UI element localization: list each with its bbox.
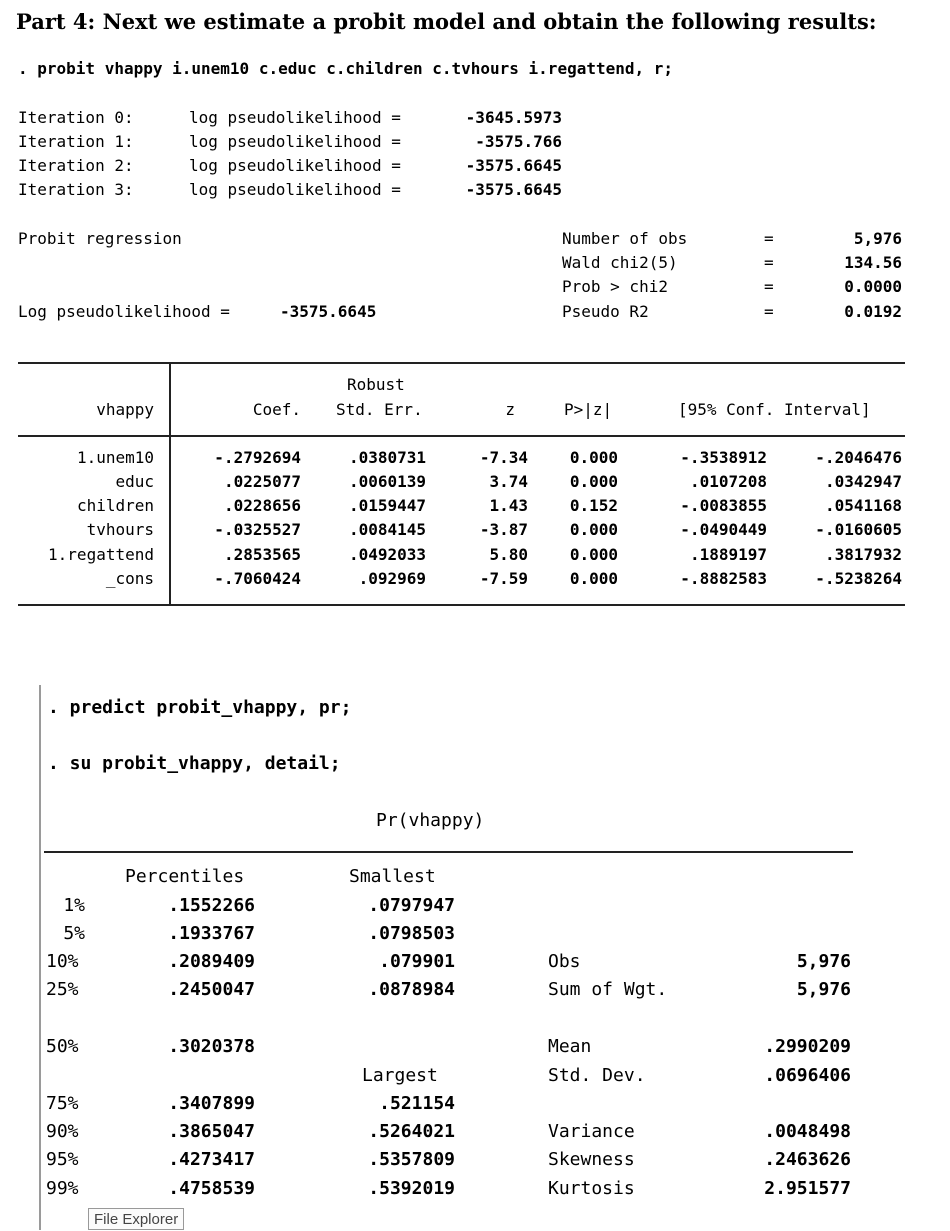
iteration-label: Iteration 0: bbox=[18, 108, 134, 127]
percentile-value: .3020378 bbox=[168, 1036, 255, 1057]
coef-value: -.7060424 bbox=[214, 569, 301, 588]
ci-low-value: .1889197 bbox=[689, 545, 767, 564]
stat-label: Std. Dev. bbox=[548, 1065, 646, 1086]
stat-label: Variance bbox=[548, 1121, 635, 1142]
percentile-label: 95% bbox=[46, 1149, 79, 1170]
stat-value: 5,976 bbox=[853, 229, 902, 248]
stat-eq: = bbox=[764, 253, 774, 272]
extreme-value: .0798503 bbox=[368, 923, 455, 944]
coef-value: .2853565 bbox=[223, 545, 301, 564]
iteration-label: Iteration 2: bbox=[18, 156, 134, 175]
page-title: Part 4: Next we estimate a probit model and obtain the following results: bbox=[16, 9, 877, 34]
percentile-label: 99% bbox=[46, 1178, 79, 1199]
ci-low-value: -.3538912 bbox=[680, 448, 767, 467]
se-value: .0380731 bbox=[348, 448, 426, 467]
stat-label: Skewness bbox=[548, 1149, 635, 1170]
stat-value: 5,976 bbox=[796, 951, 851, 972]
p-value: 0.152 bbox=[569, 496, 618, 515]
stat-eq: = bbox=[764, 229, 774, 248]
p-value: 0.000 bbox=[569, 545, 618, 564]
table-rule-top bbox=[18, 362, 905, 364]
iteration-label: Iteration 1: bbox=[18, 132, 134, 151]
log-pl-label: Log pseudolikelihood = bbox=[18, 302, 230, 321]
z-value: -7.34 bbox=[479, 448, 528, 467]
p-value: 0.000 bbox=[569, 569, 618, 588]
table-divider bbox=[169, 362, 171, 605]
var-name: 1.regattend bbox=[48, 545, 154, 564]
se-value: .0159447 bbox=[348, 496, 426, 515]
table-rule-header bbox=[18, 435, 905, 437]
percentile-value: .1552266 bbox=[168, 895, 255, 916]
robust-label: Robust bbox=[347, 375, 405, 394]
stat-label: Mean bbox=[548, 1036, 592, 1057]
iteration-value: -3575.6645 bbox=[465, 156, 562, 175]
extreme-value: .0878984 bbox=[368, 979, 455, 1000]
se-value: .092969 bbox=[358, 569, 426, 588]
ci-high-value: .0342947 bbox=[824, 472, 902, 491]
iteration-value: -3575.766 bbox=[475, 132, 562, 151]
z-value: 1.43 bbox=[489, 496, 528, 515]
stat-label: Wald chi2(5) bbox=[562, 253, 678, 272]
stat-value: 0.0192 bbox=[844, 302, 902, 321]
summarize-command: . su probit_vhappy, detail; bbox=[48, 753, 341, 774]
var-name: children bbox=[76, 496, 154, 515]
p-value: 0.000 bbox=[569, 520, 618, 539]
ci-low-value: .0107208 bbox=[689, 472, 767, 491]
stat-value: .2990209 bbox=[764, 1036, 851, 1057]
p-value: 0.000 bbox=[569, 448, 618, 467]
stat-value: 134.56 bbox=[844, 253, 902, 272]
percentile-label: 90% bbox=[46, 1121, 79, 1142]
var-name: _cons bbox=[105, 569, 154, 588]
largest-header: Largest bbox=[362, 1065, 438, 1086]
ci-high-value: -.0160605 bbox=[815, 520, 902, 539]
iteration-text: log pseudolikelihood = bbox=[189, 180, 401, 199]
percentile-label: 50% bbox=[46, 1036, 79, 1057]
stat-value: .0048498 bbox=[764, 1121, 851, 1142]
ci-low-value: -.0490449 bbox=[680, 520, 767, 539]
coef-value: -.2792694 bbox=[214, 448, 301, 467]
var-name: educ bbox=[115, 472, 154, 491]
p-header: P>|z| bbox=[564, 400, 613, 419]
percentile-label: 1% bbox=[63, 895, 85, 916]
predict-command: . predict probit_vhappy, pr; bbox=[48, 697, 352, 718]
z-value: 3.74 bbox=[489, 472, 528, 491]
log-pl-value: -3575.6645 bbox=[280, 302, 377, 321]
se-value: .0492033 bbox=[348, 545, 426, 564]
iteration-text: log pseudolikelihood = bbox=[189, 108, 401, 127]
z-value: -3.87 bbox=[479, 520, 528, 539]
stat-eq: = bbox=[764, 302, 774, 321]
stat-value: .2463626 bbox=[764, 1149, 851, 1170]
coef-header: Coef. bbox=[252, 400, 301, 419]
stat-label: Pseudo R2 bbox=[562, 302, 649, 321]
model-title: Probit regression bbox=[18, 229, 182, 248]
stat-value: 2.951577 bbox=[764, 1178, 851, 1199]
extreme-value: .5357809 bbox=[368, 1149, 455, 1170]
extreme-value: .5264021 bbox=[368, 1121, 455, 1142]
iteration-text: log pseudolikelihood = bbox=[189, 156, 401, 175]
ci-low-value: -.8882583 bbox=[680, 569, 767, 588]
percentile-value: .4758539 bbox=[168, 1178, 255, 1199]
percentile-value: .4273417 bbox=[168, 1149, 255, 1170]
percentile-value: .2450047 bbox=[168, 979, 255, 1000]
depvar-header: vhappy bbox=[96, 400, 154, 419]
iteration-text: log pseudolikelihood = bbox=[189, 132, 401, 151]
table-rule-bottom bbox=[18, 604, 905, 606]
ci-high-value: .0541168 bbox=[824, 496, 902, 515]
panel-left-border bbox=[39, 685, 41, 1230]
percentile-value: .1933767 bbox=[168, 923, 255, 944]
summary-title: Pr(vhappy) bbox=[376, 810, 485, 831]
ci-header: [95% Conf. Interval] bbox=[678, 400, 871, 419]
probit-command: . probit vhappy i.unem10 c.educ c.children c.tvhours i.regattend, r; bbox=[18, 59, 674, 78]
percentile-label: 10% bbox=[46, 951, 79, 972]
stat-label: Number of obs bbox=[562, 229, 688, 248]
summary-rule bbox=[44, 851, 853, 853]
stat-value: .0696406 bbox=[764, 1065, 851, 1086]
percentile-label: 5% bbox=[63, 923, 85, 944]
stat-value: 0.0000 bbox=[844, 277, 902, 296]
z-header: z bbox=[505, 400, 515, 419]
stat-eq: = bbox=[764, 277, 774, 296]
percentile-value: .2089409 bbox=[168, 951, 255, 972]
stat-label: Obs bbox=[548, 951, 581, 972]
stat-value: 5,976 bbox=[796, 979, 851, 1000]
var-name: tvhours bbox=[86, 520, 154, 539]
coef-value: .0225077 bbox=[223, 472, 301, 491]
se-header: Std. Err. bbox=[336, 400, 423, 419]
stat-label: Prob > chi2 bbox=[562, 277, 668, 296]
extreme-value: .521154 bbox=[379, 1093, 455, 1114]
extreme-value: .079901 bbox=[379, 951, 455, 972]
percentile-value: .3407899 bbox=[168, 1093, 255, 1114]
ci-high-value: .3817932 bbox=[824, 545, 902, 564]
p-value: 0.000 bbox=[569, 472, 618, 491]
stat-label: Kurtosis bbox=[548, 1178, 635, 1199]
percentile-label: 25% bbox=[46, 979, 79, 1000]
iteration-value: -3645.5973 bbox=[465, 108, 562, 127]
coef-value: -.0325527 bbox=[214, 520, 301, 539]
percentile-value: .3865047 bbox=[168, 1121, 255, 1142]
percentile-label: 75% bbox=[46, 1093, 79, 1114]
iteration-label: Iteration 3: bbox=[18, 180, 134, 199]
se-value: .0084145 bbox=[348, 520, 426, 539]
extreme-value: .0797947 bbox=[368, 895, 455, 916]
se-value: .0060139 bbox=[348, 472, 426, 491]
ci-low-value: -.0083855 bbox=[680, 496, 767, 515]
ci-high-value: -.2046476 bbox=[815, 448, 902, 467]
var-name: 1.unem10 bbox=[76, 448, 154, 467]
percentiles-header: Percentiles bbox=[125, 866, 245, 887]
extreme-value: .5392019 bbox=[368, 1178, 455, 1199]
z-value: -7.59 bbox=[479, 569, 528, 588]
ci-high-value: -.5238264 bbox=[815, 569, 902, 588]
z-value: 5.80 bbox=[489, 545, 528, 564]
coef-value: .0228656 bbox=[223, 496, 301, 515]
smallest-header: Smallest bbox=[349, 866, 436, 887]
iteration-value: -3575.6645 bbox=[465, 180, 562, 199]
file-explorer-tooltip: File Explorer bbox=[88, 1208, 184, 1230]
stat-label: Sum of Wgt. bbox=[548, 979, 668, 1000]
